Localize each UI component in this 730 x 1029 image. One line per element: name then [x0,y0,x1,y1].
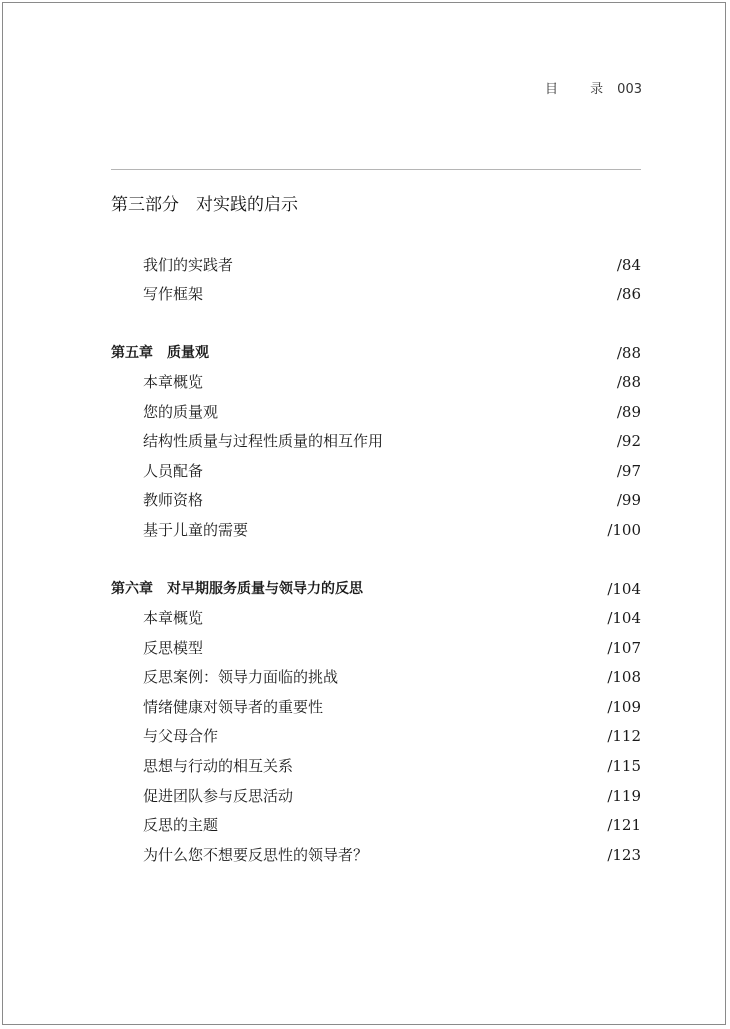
toc-entry-page: /109 [607,698,641,716]
toc-entry[interactable] [111,254,641,276]
toc-entry-label: 写作框架 [143,285,204,303]
toc-entry[interactable] [111,607,641,629]
toc-entry[interactable] [111,283,641,305]
running-header-page-number: 003 [617,82,642,97]
toc-entry[interactable] [111,696,641,718]
toc-entry[interactable] [111,489,641,511]
toc-entry[interactable] [111,637,641,659]
toc-chapter-entry[interactable] [111,342,641,364]
header-divider [111,169,641,170]
toc-entry-label: 基于儿童的需要 [143,521,249,539]
toc-entry-label: 反思的主题 [143,816,219,834]
toc-entry-label: 与父母合作 [143,727,219,745]
toc-chapter-entry[interactable] [111,578,641,600]
toc-entry-page: /88 [616,373,641,391]
toc-entry-label: 您的质量观 [143,403,219,421]
toc-entry-label: 思想与行动的相互关系 [143,757,294,775]
toc-entry-label: 反思模型 [143,639,204,657]
toc-entry[interactable] [111,844,641,866]
toc-entry-page: /89 [616,403,641,421]
toc-entry[interactable] [111,755,641,777]
part-title: 第三部分 对实践的启示 [111,195,298,215]
toc-entry-label: 教师资格 [143,491,204,509]
toc-entry[interactable] [111,401,641,423]
toc-entry-page: /115 [607,757,641,775]
toc-entry-label: 为什么您不想要反思性的领导者？ [143,846,369,864]
toc-entry-label: 促进团队参与反思活动 [143,787,294,805]
toc-entry-label: 我们的实践者 [143,256,234,274]
toc-entry[interactable] [111,725,641,747]
toc-entry-page: /92 [616,432,641,450]
toc-entry-page: /108 [607,668,641,686]
running-header [500,78,642,97]
toc-entry-label: 本章概览 [143,609,204,627]
toc-entry-page: /112 [607,727,641,745]
toc-entry[interactable] [111,666,641,688]
toc-entry-label: 反思案例：领导力面临的挑战 [143,668,339,686]
toc-entry-label: 结构性质量与过程性质量的相互作用 [143,432,384,450]
toc-entry-label: 情绪健康对领导者的重要性 [143,698,324,716]
toc-entry-page: /104 [607,580,641,598]
toc-entry-page: /88 [616,344,641,362]
toc-chapter-label: 第六章 对早期服务质量与领导力的反思 [111,581,363,597]
toc-entry-page: /99 [616,491,641,509]
toc-entry-page: /107 [607,639,641,657]
toc-entry[interactable] [111,519,641,541]
toc-chapter-label: 第五章 质量观 [111,345,209,361]
toc-entry[interactable] [111,814,641,836]
toc-entry-label: 本章概览 [143,373,204,391]
toc-entry[interactable] [111,460,641,482]
toc-entry[interactable] [111,430,641,452]
toc-entry[interactable] [111,371,641,393]
running-header-title: 目 录 [545,82,618,97]
toc-entry-page: /86 [616,285,641,303]
toc-entry-page: /84 [616,256,641,274]
toc-entry[interactable] [111,785,641,807]
page-frame [2,2,726,1025]
toc-entry-page: /100 [607,521,641,539]
toc-entry-page: /119 [607,787,641,805]
toc-entry-label: 人员配备 [143,462,204,480]
toc-entry-page: /121 [607,816,641,834]
toc-entry-page: /123 [607,846,641,864]
toc-entry-page: /97 [616,462,641,480]
toc-entry-page: /104 [607,609,641,627]
